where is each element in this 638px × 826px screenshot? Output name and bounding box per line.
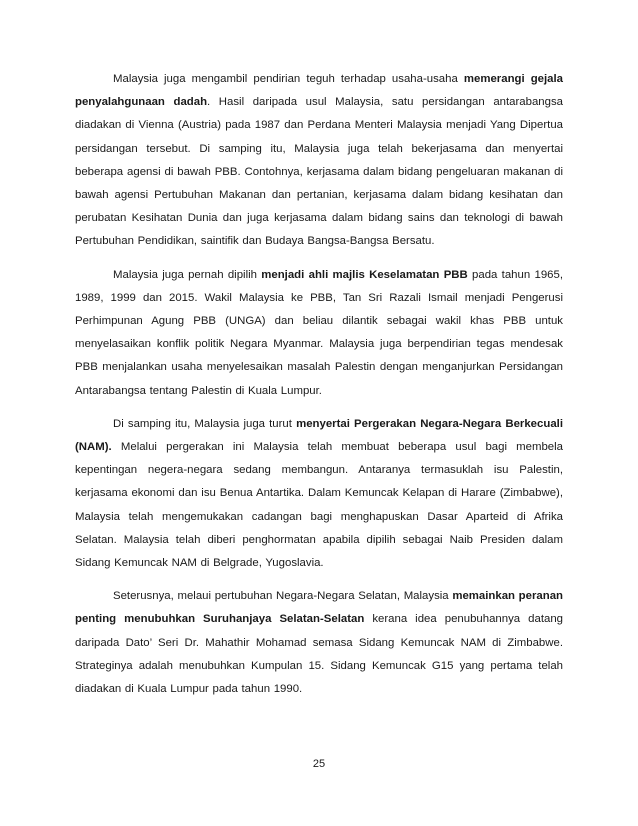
bold-segment: menyertai Pergerakan Negara-Negara Berkecuali (NAM). bbox=[75, 417, 563, 454]
text-segment: Malaysia juga pernah dipilih bbox=[113, 268, 262, 281]
text-segment: Seterusnya, melaui pertubuhan Negara-Negara Selatan, Malaysia bbox=[113, 590, 453, 603]
paragraph-un-drug-cooperation bbox=[75, 68, 563, 254]
text-segment: Di samping itu, Malaysia juga turut bbox=[113, 417, 297, 430]
paragraph-nam bbox=[75, 413, 563, 575]
text-segment: . Hasil daripada usul Malaysia, satu persidangan antarabangsa diadakan di Vienna (Austria) pada 1987 dan Perdana Menteri Malaysia menjadi Yang Dipertua persidangan tersebut. Di samping itu, Malaysia juga telah bekerjasama dan menyertai beberapa agensi di bawah PBB. Contohnya, kerjasama dalam bidang pengeluaran makanan di bawah agensi Pertubuhan Makanan dan pertanian, kerjasama dalam bidang kesihatan dan perubatan Kesihatan Dunia dan juga kerjasama dalam bidang sains dan teknologi di bawah Pertubuhan Pendidikan, saintifik dan Budaya Bangsa-Bangsa Bersatu. bbox=[75, 96, 563, 248]
text-segment: pada tahun 1965, 1989, 1999 dan 2015. Wakil Malaysia ke PBB, Tan Sri Razali Ismail menjadi Pengerusi Perhimpunan Agung PBB (UNGA) dan beliau dilantik sebagai wakil khas PBB untuk menyelasaikan konflik politik Negara Myanmar. Malaysia juga berpendirian tegas mendesak PBB menjalankan usaha menyelesaikan masalah Palestin dengan menganjurkan Persidangan Antarabangsa tentang Palestin di Kuala Lumpur. bbox=[75, 268, 563, 397]
paragraph-security-council bbox=[75, 264, 563, 403]
page-number: 25 bbox=[312, 758, 326, 770]
bold-segment: memainkan peranan penting menubuhkan Suruhanjaya Selatan-Selatan bbox=[75, 590, 563, 626]
bold-segment: memerangi gejala penyalahgunaan dadah bbox=[75, 73, 564, 109]
paragraph-south-south bbox=[75, 585, 563, 701]
page-body bbox=[75, 68, 563, 711]
bold-segment: menjadi ahli majlis Keselamatan PBB bbox=[261, 268, 468, 281]
text-segment: Malaysia juga mengambil pendirian teguh terhadap usaha-usaha bbox=[113, 73, 464, 85]
text-segment: kerana idea penubuhannya datang daripada Dato’ Seri Dr. Mahathir Mohamad semasa Sidang Kemuncak NAM di Zimbabwe. Strateginya adalah menubuhkan Kumpulan 15. Sidang Kemuncak G15 yang pertama telah diadakan di Kuala Lumpur pada tahun 1990. bbox=[75, 613, 563, 696]
text-segment: Melalui pergerakan ini Malaysia telah membuat beberapa usul bagi membela kepentingan negera-negara sedang membangun. Antaranya termasuklah isu Palestin, kerjasama ekonomi dan isu Benua Antartika. Dalam Kemuncak Kelapan di Harare (Zimbabwe), Malaysia telah mengemukakan cadangan bagi menghapuskan Dasar Aparteid di Afrika Selatan. Malaysia telah diberi penghormatan apabila dipilih sebagai Naib Presiden dalam Sidang Kemuncak NAM di Belgrade, Yugoslavia. bbox=[75, 441, 563, 570]
